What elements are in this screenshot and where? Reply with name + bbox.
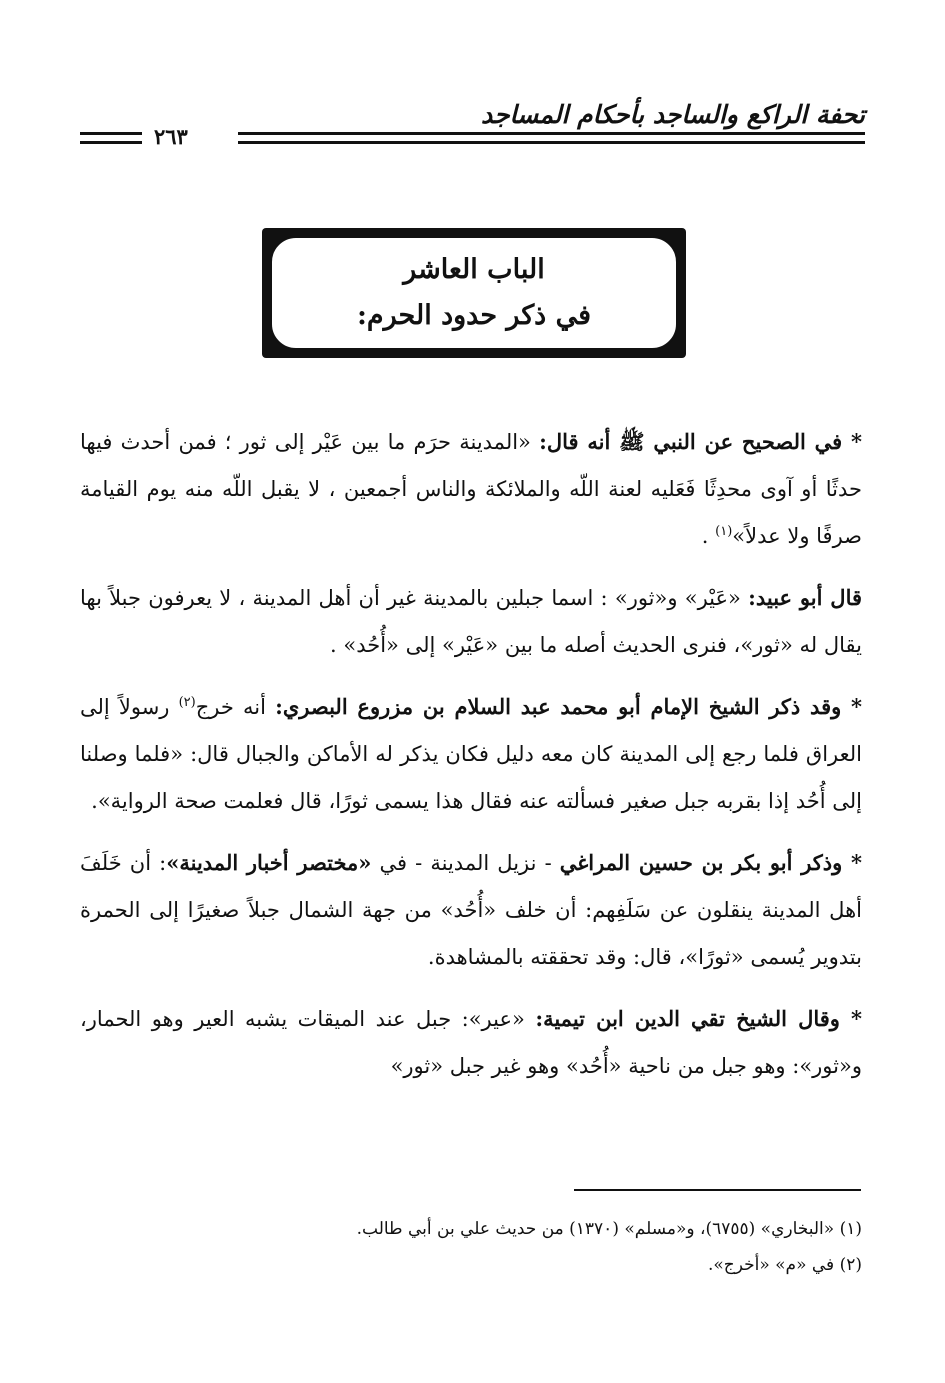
chapter-title-frame (270, 236, 678, 350)
footnote-separator (574, 1189, 861, 1191)
footnote-ref: (٢) (178, 695, 196, 710)
paragraph (80, 574, 862, 669)
paragraph (80, 839, 862, 981)
paragraph-lead: * في الصحيح عن النبي ﷺ أنه قال: (539, 429, 862, 454)
paragraph-tail: : أن خَلَفَ أهل المدينة ينقلون عن سَلَفِهم: أن خلف «أُحُد» من جهة الشمال جبلاً صغيرًا إلى الحمرة بتدوير يُسمى «ثورًا»، قال: وقد تحققته بالمشاهدة. (80, 851, 862, 969)
paragraph-lead: * وقد ذكر الشيخ الإمام أبو محمد عبد السلام بن مزروع البصري: (275, 694, 863, 719)
paragraph (80, 418, 862, 560)
paragraph (80, 683, 862, 825)
paragraph-tail: . (701, 524, 716, 548)
book-reference: «مختصر أخبار المدينة» (166, 850, 372, 875)
paragraph (80, 995, 862, 1090)
footnote-ref: (١) (715, 524, 733, 539)
paragraph-lead: * وذكر أبو بكر بن حسين المراغي (559, 850, 862, 875)
paragraph-text: «عير»: جبل عند الميقات يشبه العير وهو الحمار، و«ثور»: وهو جبل من ناحية «أُحُد» وهو غير جبل «ثور» (80, 1007, 862, 1078)
paragraph-lead: * وقال الشيخ تقي الدين ابن تيمية: (535, 1006, 862, 1031)
page-header (80, 94, 865, 154)
paragraph-text: - نزيل المدينة - في (371, 851, 560, 875)
main-text (80, 418, 862, 1090)
footnotes (80, 1211, 862, 1283)
book-title: تحفة الراكع والساجد بأحكام المساجد (480, 100, 865, 129)
header-rule (80, 132, 142, 135)
header-rule (238, 141, 865, 144)
footnote: (٢) في «م» «أخرج». (707, 1255, 862, 1275)
page-number: ٢٦٣ (154, 124, 188, 149)
paragraph-text: «عَيْر» و«ثور» : اسما جبلين بالمدينة غير أن أهل المدينة ، لا يعرفون جبلاً بها يقال له «ثور»، فنرى الحديث أصله ما بين «عَيْر» إلى «أُحُد» . (80, 586, 862, 657)
chapter-title-box (262, 228, 686, 358)
chapter-subtitle: في ذكر حدود الحرم: (356, 300, 592, 331)
header-rule (238, 132, 865, 135)
footnote: (١) «البخاري» (٦٧٥٥)، و«مسلم» (١٣٧٠) من حديث علي بن أبي طالب. (356, 1219, 862, 1239)
paragraph-text: أنه خرج (195, 695, 276, 719)
chapter-title: الباب العاشر (403, 254, 545, 285)
paragraph-tail: رسولاً إلى العراق فلما رجع إلى المدينة كان معه دليل فكان يذكر له الأماكن والجبال قال: «فلما وصلنا إلى أُحُد إذا بقربه جبل صغير فسألته عنه فقال هذا يسمى ثورًا، قال فعلمت صحة الرواية». (80, 695, 862, 813)
paragraph-text: «المدينة حرَم ما بين عَيْر إلى ثور ؛ فمن أحدث فيها حدثًا أو آوى محدِثًا فَعَليه لعنة اللّه والملائكة والناس أجمعين ، لا يقبل اللّه منه يوم القيامة صرفًا ولا عدلاً» (80, 430, 862, 548)
paragraph-lead: قال أبو عبيد: (748, 585, 863, 610)
header-rule (80, 141, 142, 144)
